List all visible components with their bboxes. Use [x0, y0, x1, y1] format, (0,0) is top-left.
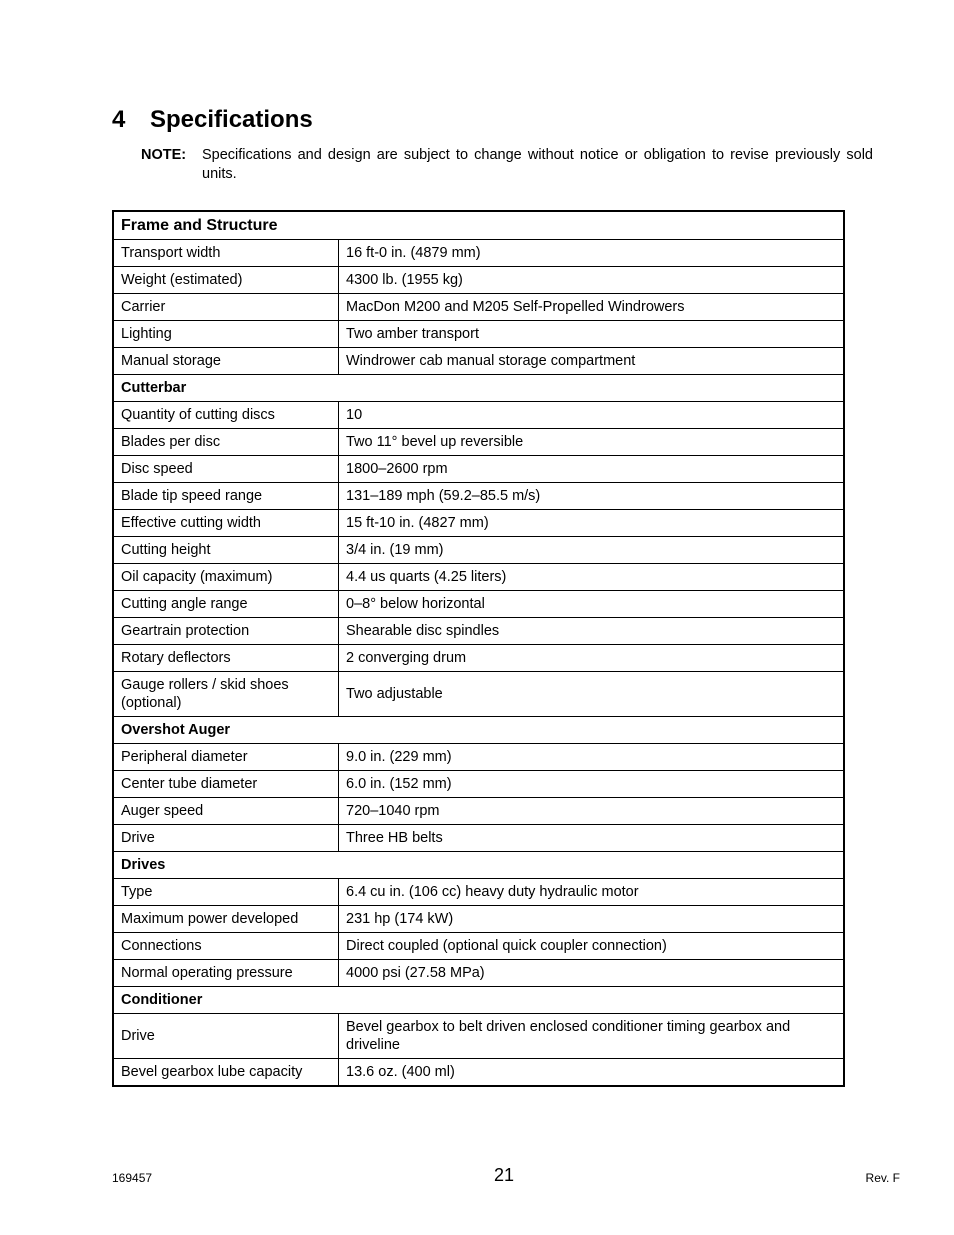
spec-label: Maximum power developed	[113, 906, 339, 933]
spec-label: Center tube diameter	[113, 771, 339, 798]
spec-row	[113, 744, 844, 771]
spec-label: Rotary deflectors	[113, 645, 339, 672]
spec-value: Direct coupled (optional quick coupler connection)	[339, 933, 845, 960]
spec-row	[113, 933, 844, 960]
spec-label: Type	[113, 879, 339, 906]
spec-row	[113, 240, 844, 267]
spec-value: Two amber transport	[339, 321, 845, 348]
spec-value: 1800–2600 rpm	[339, 456, 845, 483]
spec-row	[113, 402, 844, 429]
spec-row	[113, 960, 844, 987]
spec-row	[113, 879, 844, 906]
spec-label: Connections	[113, 933, 339, 960]
spec-label: Disc speed	[113, 456, 339, 483]
spec-row	[113, 483, 844, 510]
spec-label: Transport width	[113, 240, 339, 267]
spec-row	[113, 771, 844, 798]
spec-label: Lighting	[113, 321, 339, 348]
specifications-table	[112, 210, 845, 1087]
spec-label: Drive	[113, 825, 339, 852]
section-header-row	[113, 211, 844, 240]
spec-value: Bevel gearbox to belt driven enclosed conditioner timing gearbox and driveline	[339, 1014, 845, 1059]
specifications-table-body	[113, 211, 844, 1086]
spec-row	[113, 798, 844, 825]
spec-value: 6.0 in. (152 mm)	[339, 771, 845, 798]
note	[141, 146, 873, 184]
spec-value: Three HB belts	[339, 825, 845, 852]
spec-row	[113, 618, 844, 645]
spec-label: Cutting angle range	[113, 591, 339, 618]
spec-value: 4300 lb. (1955 kg)	[339, 267, 845, 294]
spec-row	[113, 591, 844, 618]
spec-label: Carrier	[113, 294, 339, 321]
spec-value: Two 11° bevel up reversible	[339, 429, 845, 456]
spec-row	[113, 672, 844, 717]
spec-value: 0–8° below horizontal	[339, 591, 845, 618]
spec-value: 6.4 cu in. (106 cc) heavy duty hydraulic motor	[339, 879, 845, 906]
spec-row	[113, 1059, 844, 1087]
section-title: Frame and Structure	[113, 211, 844, 240]
spec-label: Auger speed	[113, 798, 339, 825]
spec-row	[113, 537, 844, 564]
spec-value: 10	[339, 402, 845, 429]
spec-row	[113, 564, 844, 591]
spec-row	[113, 825, 844, 852]
spec-row	[113, 906, 844, 933]
spec-value: 15 ft-10 in. (4827 mm)	[339, 510, 845, 537]
spec-row	[113, 456, 844, 483]
spec-value: 16 ft-0 in. (4879 mm)	[339, 240, 845, 267]
spec-row	[113, 645, 844, 672]
spec-value: 4.4 us quarts (4.25 liters)	[339, 564, 845, 591]
spec-value: 9.0 in. (229 mm)	[339, 744, 845, 771]
spec-value: Windrower cab manual storage compartment	[339, 348, 845, 375]
spec-label: Quantity of cutting discs	[113, 402, 339, 429]
spec-value: 13.6 oz. (400 ml)	[339, 1059, 845, 1087]
section-header-row	[113, 987, 844, 1014]
spec-label: Weight (estimated)	[113, 267, 339, 294]
spec-row	[113, 1014, 844, 1059]
section-title: Drives	[113, 852, 844, 879]
spec-label: Normal operating pressure	[113, 960, 339, 987]
footer-revision: Rev. F	[865, 1171, 900, 1185]
spec-value: 4000 psi (27.58 MPa)	[339, 960, 845, 987]
spec-label: Peripheral diameter	[113, 744, 339, 771]
spec-value: 131–189 mph (59.2–85.5 m/s)	[339, 483, 845, 510]
note-label: NOTE:	[141, 147, 187, 163]
section-title: Conditioner	[113, 987, 844, 1014]
spec-label: Cutting height	[113, 537, 339, 564]
spec-value: 2 converging drum	[339, 645, 845, 672]
spec-row	[113, 429, 844, 456]
spec-row	[113, 267, 844, 294]
spec-label: Blades per disc	[113, 429, 339, 456]
spec-value: Two adjustable	[339, 672, 845, 717]
spec-row	[113, 294, 844, 321]
spec-label: Blade tip speed range	[113, 483, 339, 510]
spec-row	[113, 510, 844, 537]
spec-label: Effective cutting width	[113, 510, 339, 537]
spec-value: 3/4 in. (19 mm)	[339, 537, 845, 564]
spec-row	[113, 321, 844, 348]
spec-label: Gauge rollers / skid shoes (optional)	[113, 672, 339, 717]
footer-page-number: 21	[493, 1165, 515, 1185]
spec-row	[113, 348, 844, 375]
spec-label: Drive	[113, 1014, 339, 1059]
spec-value: MacDon M200 and M205 Self-Propelled Windrowers	[339, 294, 845, 321]
section-title: Overshot Auger	[113, 717, 844, 744]
section-title: Cutterbar	[113, 375, 844, 402]
spec-value: 720–1040 rpm	[339, 798, 845, 825]
spec-label: Bevel gearbox lube capacity	[113, 1059, 339, 1087]
spec-label: Oil capacity (maximum)	[113, 564, 339, 591]
spec-label: Geartrain protection	[113, 618, 339, 645]
section-header-row	[113, 375, 844, 402]
section-header-row	[113, 852, 844, 879]
footer-doc-number: 169457	[112, 1171, 153, 1185]
section-title: Specifications	[150, 106, 313, 133]
section-number: 4	[112, 106, 126, 133]
spec-label: Manual storage	[113, 348, 339, 375]
spec-value: 231 hp (174 kW)	[339, 906, 845, 933]
page-title	[112, 106, 313, 134]
section-header-row	[113, 717, 844, 744]
note-text: Specifications and design are subject to change without notice or obligation to revise previously sold units.	[202, 147, 873, 182]
spec-value: Shearable disc spindles	[339, 618, 845, 645]
